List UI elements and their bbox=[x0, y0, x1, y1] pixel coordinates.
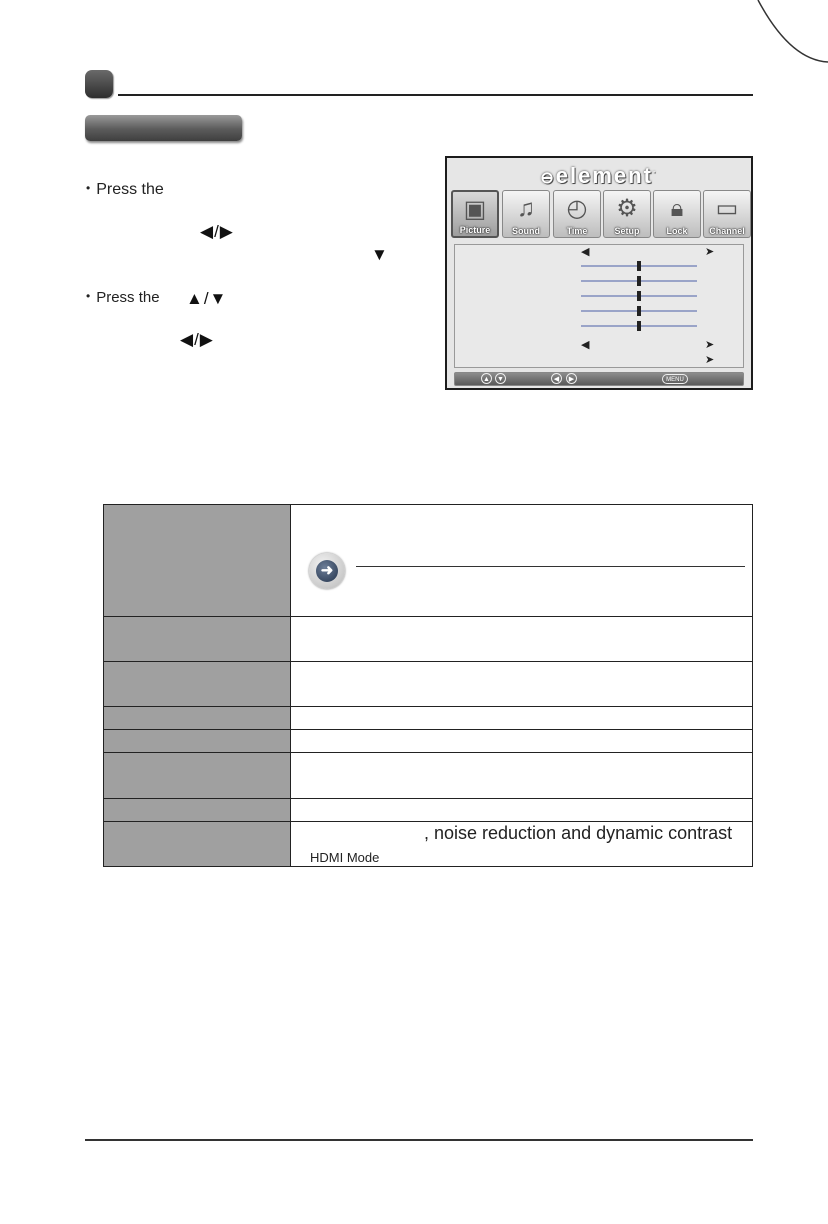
table-label-cell bbox=[104, 822, 291, 867]
right-arrow-icon[interactable]: ➤ bbox=[705, 354, 715, 366]
note-rule bbox=[356, 566, 745, 567]
tab-time[interactable] bbox=[553, 190, 601, 238]
table-label-cell bbox=[104, 617, 291, 662]
up-down-arrows-icon: ▲/▼ bbox=[186, 289, 228, 308]
slider[interactable] bbox=[581, 295, 697, 297]
noise-contrast-text: , noise reduction and dynamic contrast bbox=[424, 823, 733, 843]
table-label-cell bbox=[104, 799, 291, 822]
header-rule bbox=[118, 94, 753, 96]
tab-lock[interactable] bbox=[653, 190, 701, 238]
right-arrow-icon[interactable]: ➤ bbox=[705, 339, 715, 351]
step-1-intro: Press the bbox=[96, 181, 164, 198]
table-row bbox=[104, 505, 753, 617]
subheading-tab bbox=[85, 115, 242, 141]
tab-label: Sound bbox=[512, 226, 540, 236]
gear-wrench-icon: ⚙ bbox=[616, 195, 638, 222]
bullet: • bbox=[86, 181, 91, 195]
step-2-intro: Press the bbox=[96, 289, 160, 306]
table-desc-cell bbox=[291, 505, 753, 617]
left-arrow-icon[interactable]: ◀ bbox=[581, 339, 590, 351]
padlock-icon: 🔒︎ bbox=[670, 195, 684, 222]
tab-label: Channel bbox=[709, 226, 745, 236]
tab-label: Time bbox=[566, 226, 588, 236]
bullet: • bbox=[86, 289, 91, 303]
page-corner-curve bbox=[0, 0, 828, 70]
table-row bbox=[104, 799, 753, 822]
left-right-arrows-icon: ◀/▶ bbox=[200, 222, 234, 241]
step-2-text bbox=[86, 289, 160, 306]
camera-icon: ▣ bbox=[463, 196, 487, 223]
slider[interactable] bbox=[581, 310, 697, 312]
right-arrow-icon[interactable]: ➤ bbox=[705, 246, 715, 258]
table-desc-cell bbox=[291, 617, 753, 662]
left-button-icon[interactable]: ◀ bbox=[551, 373, 562, 384]
table-desc-cell bbox=[291, 707, 753, 730]
table-label-cell bbox=[104, 753, 291, 799]
table-desc-cell bbox=[291, 730, 753, 753]
down-arrow-icon: ▼ bbox=[371, 245, 389, 264]
slider-knob[interactable] bbox=[637, 261, 641, 271]
tab-label: Lock bbox=[666, 226, 688, 236]
brand-logo bbox=[447, 163, 751, 189]
brand-e-icon: ⊖ bbox=[540, 170, 556, 187]
step-1-text bbox=[86, 181, 164, 199]
table-label-cell bbox=[104, 662, 291, 707]
table-row bbox=[104, 730, 753, 753]
slider-knob[interactable] bbox=[637, 321, 641, 331]
table-row bbox=[104, 707, 753, 730]
picture-settings-panel bbox=[454, 244, 744, 368]
clock-icon: ◴ bbox=[566, 195, 588, 222]
menu-button[interactable]: MENU bbox=[662, 374, 688, 384]
slider-knob[interactable] bbox=[637, 306, 641, 316]
satellite-tv-icon: ▭ bbox=[715, 195, 739, 222]
footer-rule bbox=[85, 1139, 753, 1141]
table-row bbox=[104, 753, 753, 799]
tab-channel[interactable] bbox=[703, 190, 751, 238]
speaker-note-icon: ♫ bbox=[517, 195, 535, 222]
slider-knob[interactable] bbox=[637, 291, 641, 301]
slider[interactable] bbox=[581, 280, 697, 282]
down-button-icon[interactable]: ▼ bbox=[495, 373, 506, 384]
slider-knob[interactable] bbox=[637, 276, 641, 286]
brand-name: element bbox=[555, 163, 653, 188]
table-label-cell bbox=[104, 707, 291, 730]
note-arrow-icon: ➜ bbox=[309, 553, 345, 589]
tab-setup[interactable] bbox=[603, 190, 651, 238]
settings-table bbox=[103, 504, 753, 867]
right-button-icon[interactable]: ▶ bbox=[566, 373, 577, 384]
up-button-icon[interactable]: ▲ bbox=[481, 373, 492, 384]
tab-label: Picture bbox=[459, 225, 491, 235]
table-row bbox=[104, 662, 753, 707]
slider[interactable] bbox=[581, 325, 697, 327]
tv-menu-screenshot bbox=[445, 156, 753, 390]
hdmi-mode-text: HDMI Mode bbox=[310, 850, 380, 865]
table-row bbox=[104, 617, 753, 662]
table-desc-cell bbox=[291, 753, 753, 799]
left-right-arrows-icon: ◀/▶ bbox=[180, 330, 214, 349]
tab-label: Setup bbox=[614, 226, 640, 236]
table-label-cell bbox=[104, 730, 291, 753]
left-arrow-icon[interactable]: ◀ bbox=[581, 246, 590, 258]
section-number-badge bbox=[85, 70, 113, 98]
brand-mark: · bbox=[652, 167, 658, 177]
tab-sound[interactable] bbox=[502, 190, 550, 238]
table-desc-cell bbox=[291, 662, 753, 707]
tab-picture[interactable] bbox=[451, 190, 499, 238]
slider[interactable] bbox=[581, 265, 697, 267]
table-label-cell bbox=[104, 505, 291, 617]
tv-nav-bar bbox=[454, 372, 744, 386]
table-desc-cell bbox=[291, 799, 753, 822]
